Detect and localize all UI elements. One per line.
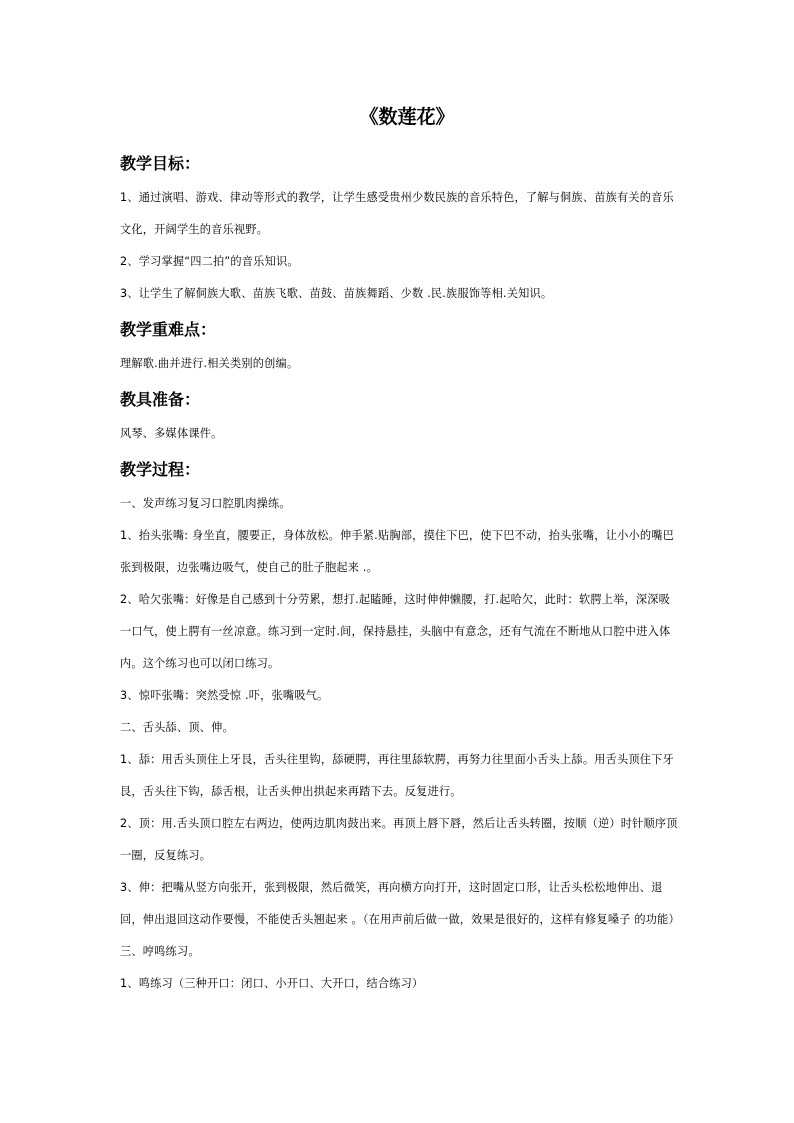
document-title: 《数莲花》 [359,106,455,128]
document-page [120,98,680,1000]
process-paragraph: 二、舌头舔、顶、伸。 [120,721,234,734]
process-paragraph: 3、惊吓张嘴：突然受惊 .吓，张嘴吸气。 [120,689,329,702]
section-heading-goals: 教学目标： [120,154,201,173]
goal-item: 3、让学生了解侗族大歌、苗族飞歌、苗鼓、苗族舞蹈、少数 .民.族服饰等相.关知识。 [120,287,553,300]
process-paragraph: 三、哼鸣练习。 [120,945,200,958]
process-paragraph: 1、舔：用舌头顶住上牙艮，舌头往里钩，舔硬腭，再往里舔软腭，再努力往里面小舌头上舔。用舌头顶住下牙艮，舌头往下钩，舔舌根，让舌头伸出拱起来再踏下去。反复进行。 [120,753,674,798]
process-paragraph: 2、顶：用.舌头顶口腔左右两边，使两边肌肉鼓出来。再顶上唇下唇，然后让舌头转圈，按顺（逆）时针顺序顶一圈，反复练习。 [120,817,678,862]
process-paragraph: 1、抬头张嘴: 身坐直，腰要正，身体放松。伸手紧.贴胸部，摸住下巴，使下巴不动，抬头张嘴，让小小的嘴巴张到极限，边张嘴边吸气，使自己的肚子胞起来 .。 [120,529,675,574]
process-paragraph: 一、发声练习复习口腔肌肉操练。 [120,497,291,510]
goal-item: 2、学习掌握“四二拍”的音乐知识。 [120,255,299,268]
goal-item: 1、通过演唱、游戏、律动等形式的教学，让学生感受贵州少数民族的音乐特色，了解与侗族、苗族有关的音乐文化，开阔学生的音乐视野。 [120,191,674,236]
section-heading-process: 教学过程： [120,460,201,479]
section-heading-key-points: 教学重难点： [120,320,217,339]
process-paragraph: 2、哈欠张嘴：好像是自己感到十分劳累，想打.起瞌睡，这时伸伸懒腰，打.起哈欠，此时：软腭上举，深深吸一口气，使上腭有一丝凉意。练习到一定时.间，保持悬挂，头脑中有意念，还有气流在不断地从口腔中进入体内。这个练习也可以闭口练习。 [120,593,671,670]
key-points-text: 理解歌.曲并进行.相关类别的创编。 [120,357,299,370]
process-paragraph: 3、伸：把嘴从竖方向张开，张到极限，然后微笑，再向横方向打开，这时固定口形，让舌头松松地伸出、退回，伸出退回这动作要慢，不能使舌头翘起来 。（在用声前后做一做，效果是很好的，这样有修复嗓子 的功能） [120,881,680,926]
process-paragraph: 1、鸣练习（三种开口：闭口、小开口、大开口，结合练习） [120,977,424,990]
section-heading-materials: 教具准备： [120,390,201,409]
materials-text: 风琴、多媒体课件。 [120,427,223,440]
